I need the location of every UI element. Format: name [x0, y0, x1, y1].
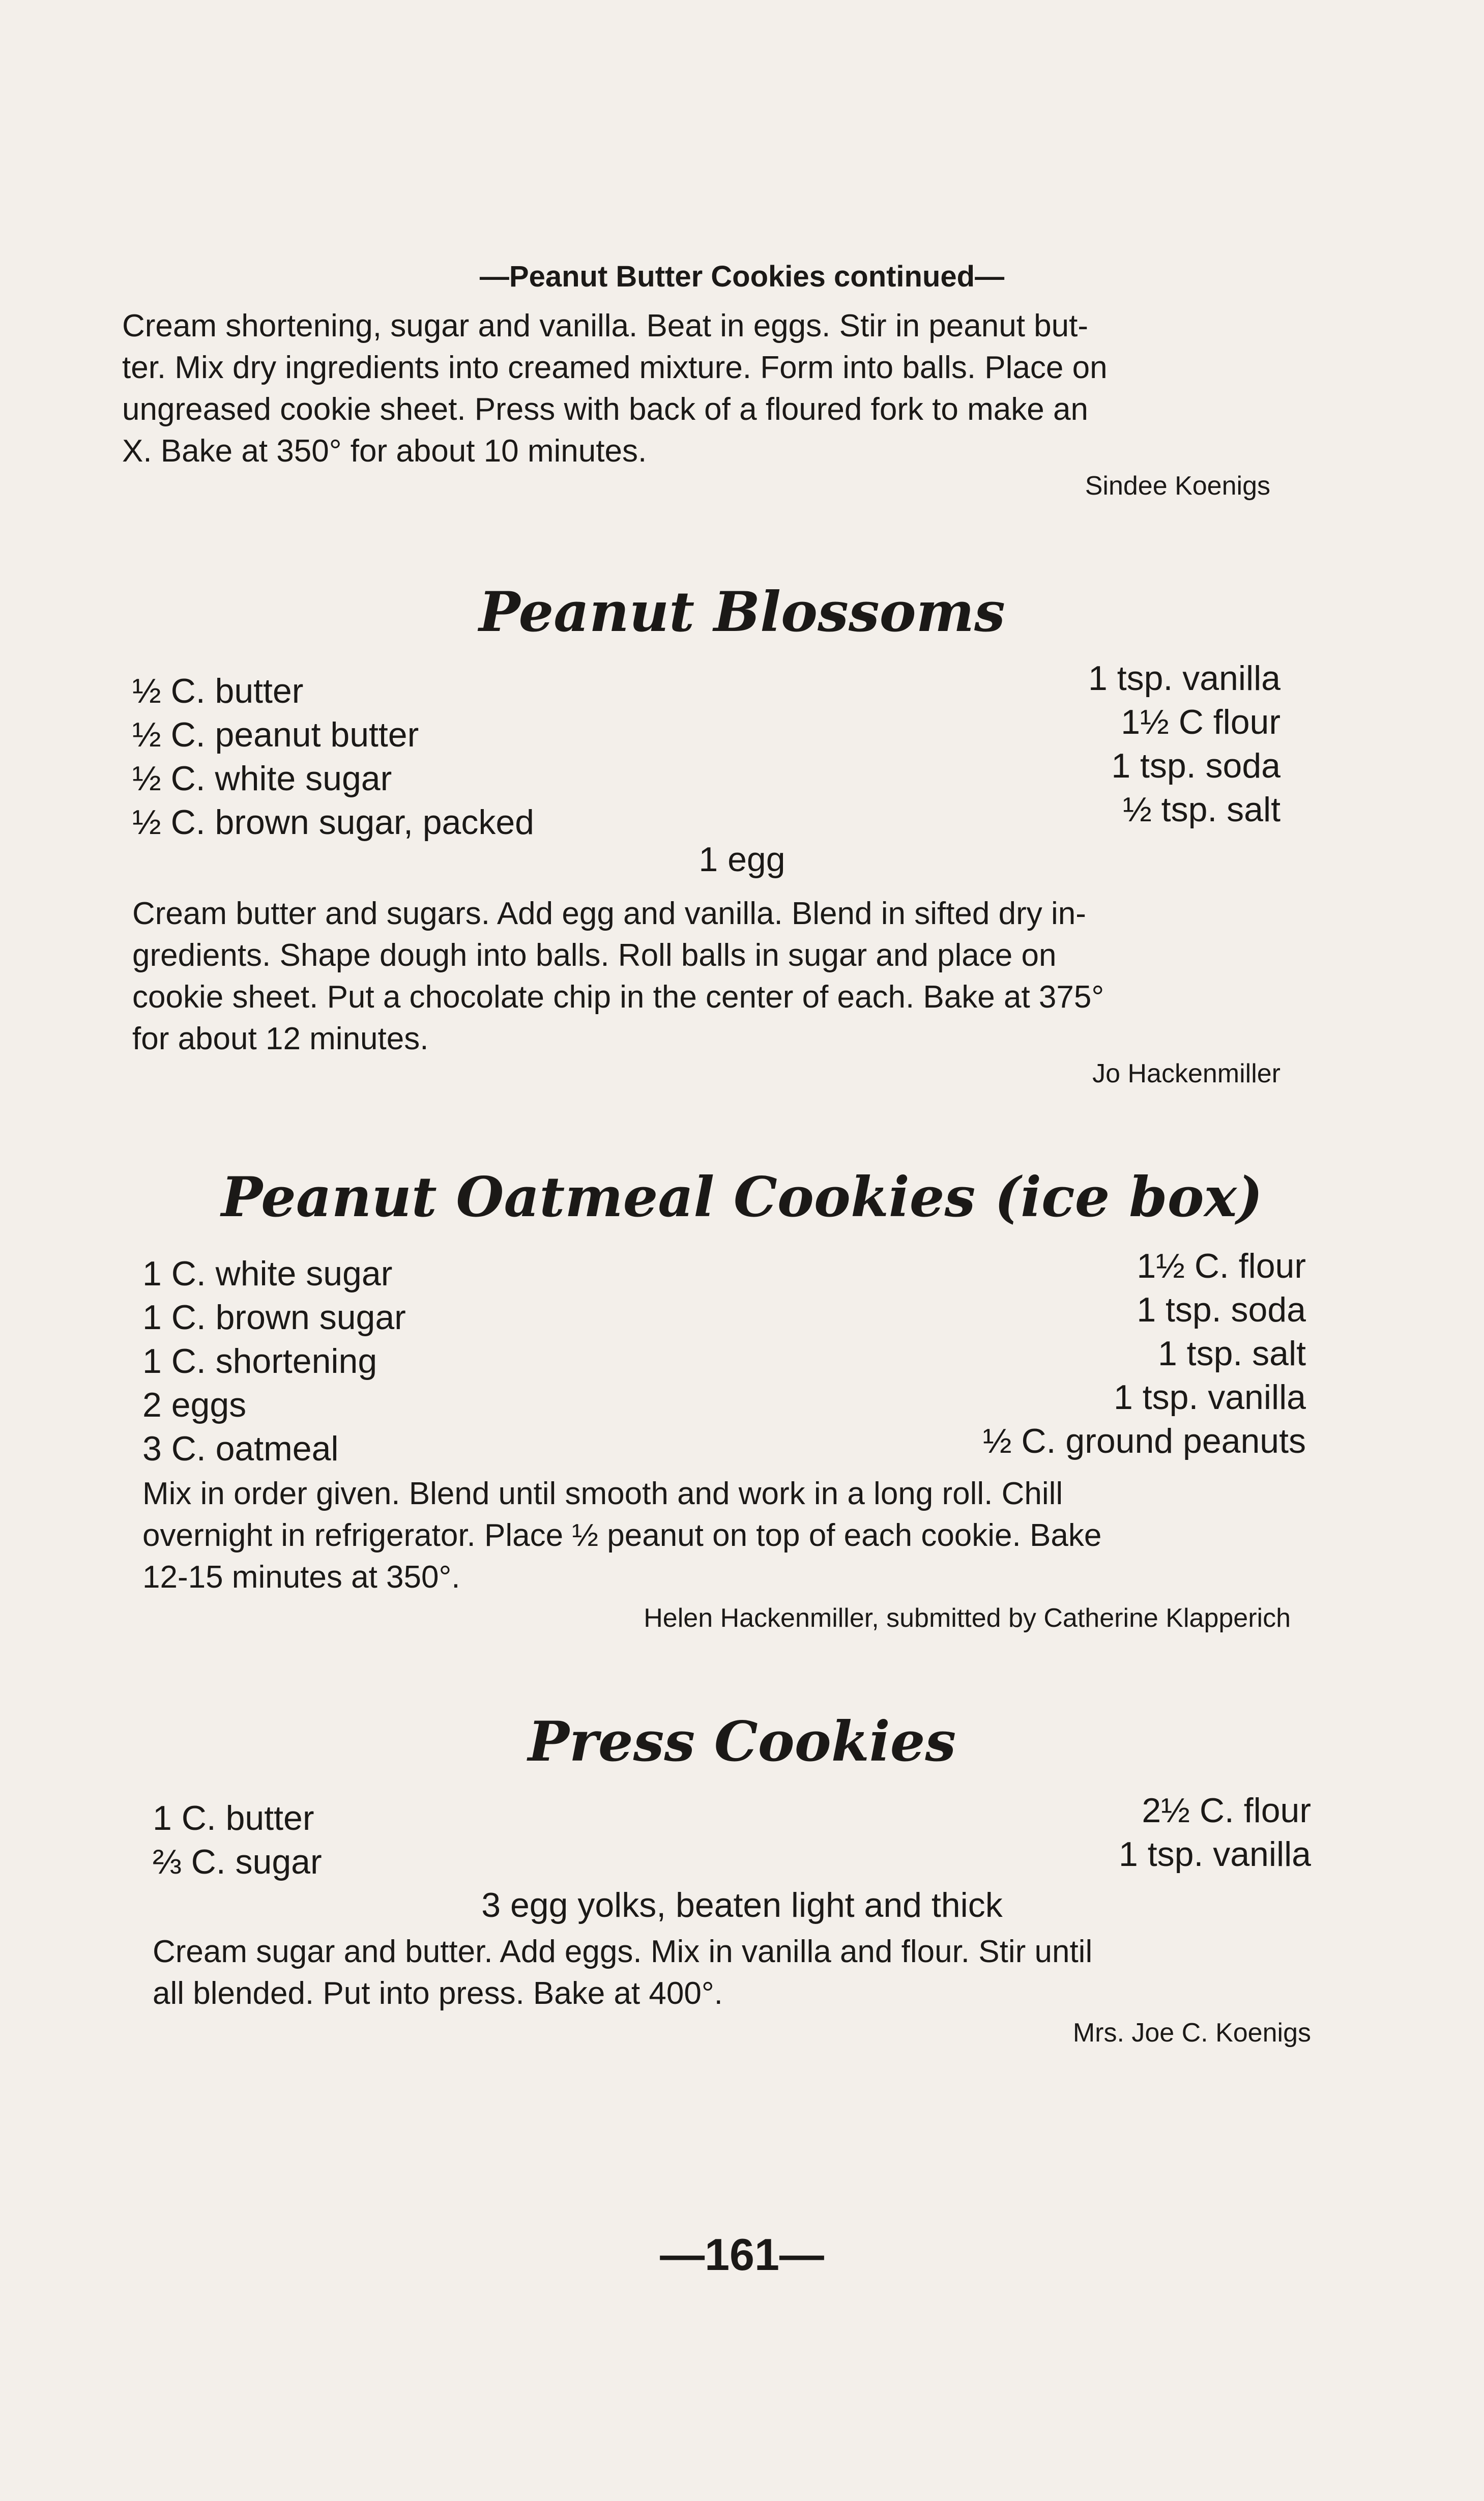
ingredient: ½ C. butter	[132, 672, 304, 710]
ingredients-right	[983, 1244, 1306, 1463]
recipe-instructions	[142, 1473, 1302, 1598]
continuation-heading: —Peanut Butter Cookies continued—	[479, 260, 1005, 293]
ingredient: ½ C. brown sugar, packed	[132, 803, 535, 842]
ingredient: 1 C. shortening	[142, 1342, 377, 1381]
ingredient: ½ C. peanut butter	[132, 715, 419, 754]
recipe-instructions	[153, 1931, 1313, 2015]
ingredient: 1 tsp. vanilla	[1119, 1835, 1311, 1874]
instruction-line: Cream shortening, sugar and vanilla. Beat in eggs. Stir in peanut but-	[122, 308, 1088, 343]
ingredient: 1 tsp. soda	[1137, 1290, 1306, 1329]
ingredient: ½ tsp. salt	[1123, 790, 1281, 829]
ingredient: 1 tsp. salt	[1157, 1334, 1306, 1373]
instruction-line: overnight in refrigerator. Place ½ peanut on top of each cookie. Bake	[142, 1518, 1102, 1553]
ingredient: 1 tsp. vanilla	[1088, 659, 1281, 698]
recipe-attribution: Helen Hackenmiller, submitted by Catherine Klapperich	[644, 1603, 1291, 1633]
ingredients-left	[132, 669, 534, 844]
ingredient: 2½ C. flour	[1142, 1791, 1311, 1830]
recipe-title: Peanut Blossoms	[479, 580, 1005, 644]
recipe-instructions	[132, 893, 1292, 1060]
ingredient: 1 C. white sugar	[142, 1254, 393, 1293]
instruction-line: Mix in order given. Blend until smooth and work in a long roll. Chill	[142, 1476, 1063, 1511]
recipe-attribution: Jo Hackenmiller	[1092, 1059, 1281, 1088]
instruction-line: ter. Mix dry ingredients into creamed mixture. Form into balls. Place on	[122, 350, 1108, 385]
instruction-line: for about 12 minutes.	[132, 1021, 429, 1056]
ingredients-left	[142, 1252, 406, 1471]
ingredient: ½ C. white sugar	[132, 759, 392, 798]
ingredients-right	[1088, 656, 1281, 831]
ingredient: 1 C. butter	[153, 1799, 314, 1837]
ingredient: 1½ C. flour	[1137, 1247, 1306, 1285]
ingredients-left	[153, 1796, 322, 1884]
recipe-attribution: Mrs. Joe C. Koenigs	[1072, 2018, 1311, 2048]
ingredient-centered: 3 egg yolks, beaten light and thick	[481, 1886, 1003, 1924]
instruction-line: cookie sheet. Put a chocolate chip in the center of each. Bake at 375°	[132, 980, 1104, 1015]
instruction-line: Cream butter and sugars. Add egg and vanilla. Blend in sifted dry in-	[132, 896, 1086, 931]
instruction-line: all blended. Put into press. Bake at 400°.	[153, 1976, 723, 2011]
instruction-line: 12-15 minutes at 350°.	[142, 1560, 460, 1595]
ingredient-centered: 1 egg	[699, 840, 785, 879]
page-number: —161—	[660, 2229, 824, 2280]
recipe-title: Press Cookies	[528, 1710, 956, 1774]
ingredient: 1 tsp. soda	[1111, 746, 1281, 785]
ingredients-right	[1119, 1789, 1311, 1876]
instruction-line: ungreased cookie sheet. Press with back of a floured fork to make an	[122, 392, 1088, 427]
continuation-attribution: Sindee Koenigs	[1085, 471, 1270, 501]
recipe-title: Peanut Oatmeal Cookies (ice box)	[221, 1165, 1263, 1229]
ingredient: ½ C. ground peanuts	[982, 1422, 1306, 1460]
ingredient: 1½ C flour	[1121, 703, 1281, 741]
ingredient: 3 C. oatmeal	[142, 1429, 339, 1468]
ingredient: 2 eggs	[142, 1386, 247, 1424]
ingredient: 1 C. brown sugar	[142, 1298, 406, 1337]
continuation-instructions	[122, 305, 1292, 472]
ingredient: ⅔ C. sugar	[153, 1843, 322, 1881]
ingredient: 1 tsp. vanilla	[1114, 1378, 1306, 1417]
instruction-line: X. Bake at 350° for about 10 minutes.	[122, 434, 647, 469]
instruction-line: gredients. Shape dough into balls. Roll balls in sugar and place on	[132, 938, 1057, 973]
instruction-line: Cream sugar and butter. Add eggs. Mix in vanilla and flour. Stir until	[153, 1934, 1093, 1969]
